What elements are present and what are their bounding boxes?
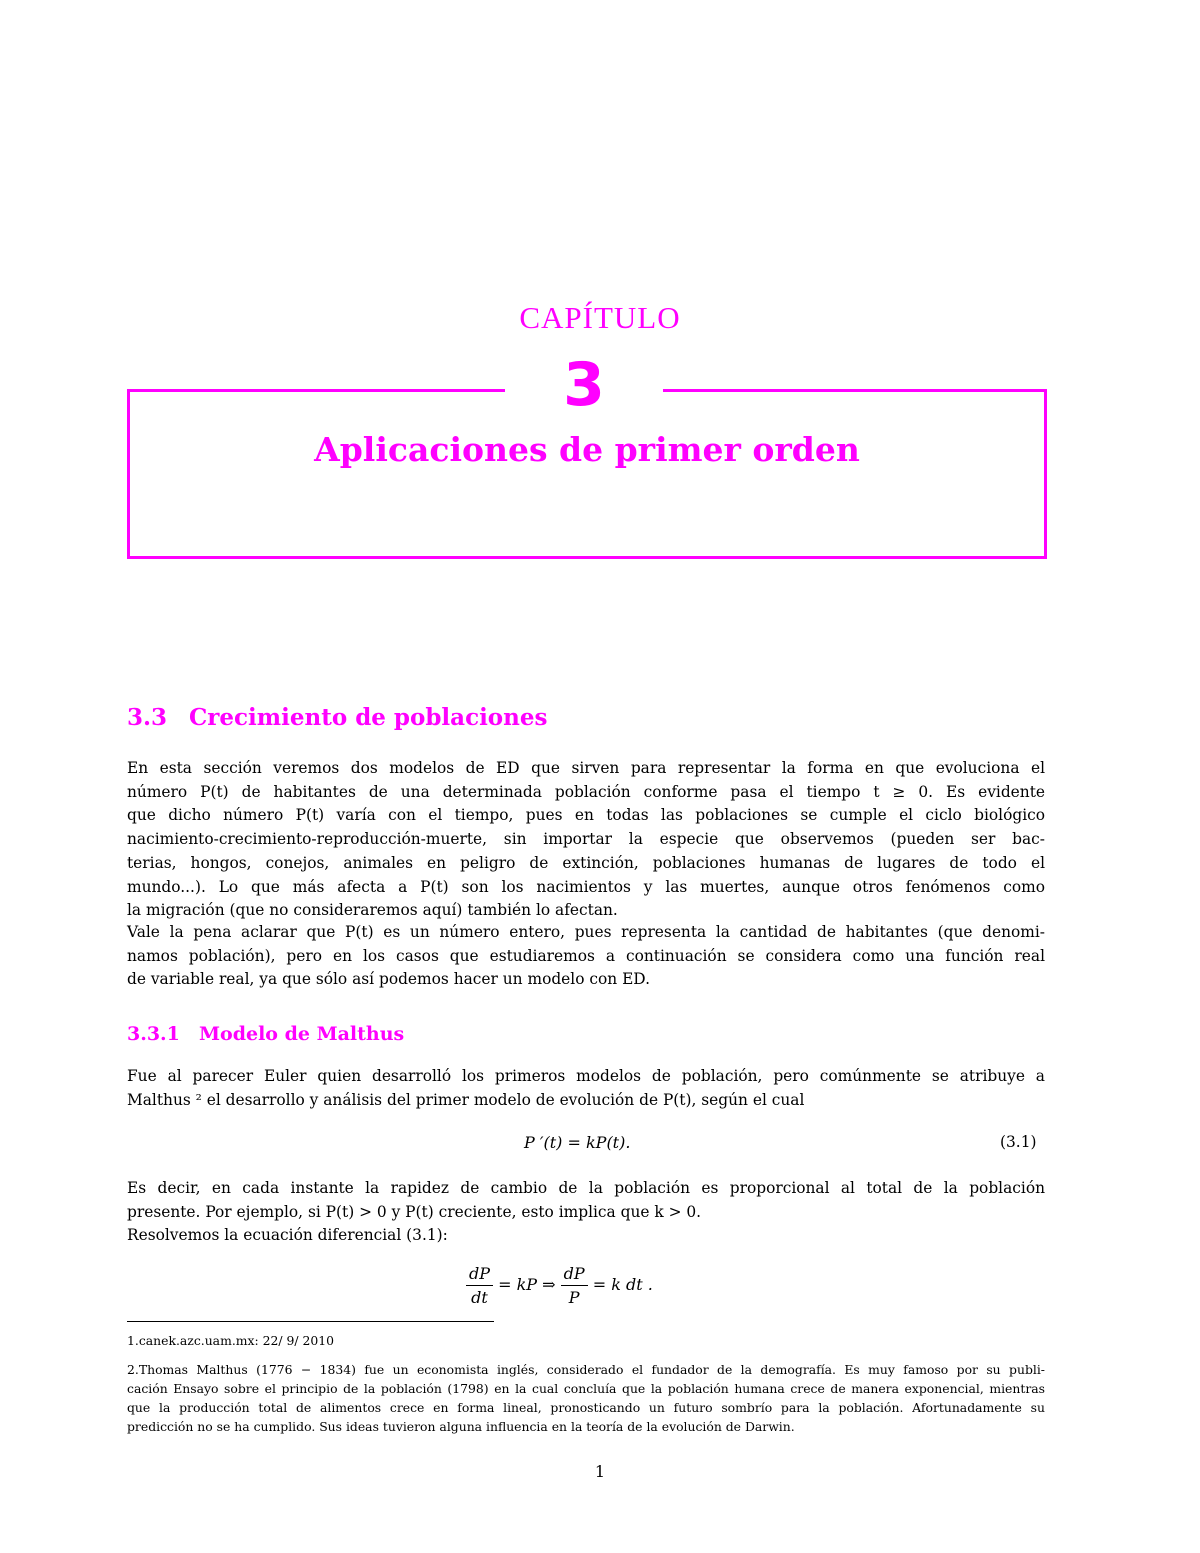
footnote-2 [127,1360,1045,1436]
numerator: dP [466,1264,493,1286]
section-number: 3.3 [127,704,168,731]
text-line: predicción no se ha cumplido. Sus ideas tuvieron alguna influencia en la teoría de la evolución de Darwin. [127,1419,795,1434]
denominator: dt [471,1288,488,1307]
subsection-heading [127,1023,404,1045]
footnote-1 [127,1331,1045,1350]
text-line: Es decir, en cada instante la rapidez de cambio de la población es proporcional al total de la población [127,1179,1045,1197]
text-line: namos población), pero en los casos que estudiaremos a continuación se considera como una función real [127,946,1045,965]
chapter-label: CAPÍTULO [519,300,681,335]
text-line: número P(t) de habitantes de una determinada población conforme pasa el tiempo t ≥ 0. Es evidente [127,782,1045,801]
subsection-paragraph-2 [127,1177,1045,1248]
text-line: Vale la pena aclarar que P(t) es un número entero, pues representa la cantidad de habitantes (que denomi- [127,923,1045,941]
subsection-paragraph-1 [127,1065,1045,1112]
text-line: En esta sección veremos dos modelos de ED que sirven para representar la forma en que evoluciona el [127,759,1045,777]
text-line: terias, hongos, conejos, animales en peligro de extinción, poblaciones humanas de lugares de todo el [127,853,1045,872]
footnote-rule [127,1321,494,1322]
section-heading [127,704,547,731]
subsection-number: 3.3.1 [127,1023,180,1045]
text-line: que la producción total de alimentos crece en forma lineal, pronosticando un futuro sombrío para la población. Afortunadamente su [127,1400,1045,1415]
numerator: dP [561,1264,588,1286]
text-line: la migración (que no consideraremos aquí) también lo afectan. [127,901,618,920]
text-line: mundo...). Lo que más afecta a P(t) son los nacimientos y las muertes, aunque otros fenómenos como [127,877,1045,896]
text-line: cación Ensayo sobre el principio de la población (1798) en la cual concluía que la población humana crece de manera exponencial, mientras [127,1381,1045,1396]
text-line: Fue al parecer Euler quien desarrolló los primeros modelos de población, pero comúnmente se atribuye a [127,1067,1045,1085]
text-line: que dicho número P(t) varía con el tiempo, pues en todas las poblaciones se cumple el ciclo biológico [127,806,1045,825]
text-line: de variable real, ya que sólo así podemos hacer un modelo con ED. [127,970,650,989]
section-paragraph-1 [127,757,1045,923]
equation-label: (3.1) [1000,1133,1037,1151]
subsection-title: Modelo de Malthus [199,1023,405,1045]
text-line: 1.canek.azc.uam.mx: 22/ 9/ 2010 [127,1333,335,1348]
equation-separation [466,1264,653,1307]
section-title: Crecimiento de poblaciones [189,704,548,731]
fraction [466,1264,493,1307]
text-line: Resolvemos la ecuación diferencial (3.1): [127,1226,448,1245]
chapter-number: 3 [563,350,605,420]
text-line: Malthus ² el desarrollo y análisis del primer modelo de evolución de P(t), según el cual [127,1090,805,1109]
equation-middle: = kP ⇒ [498,1275,556,1294]
fraction [561,1264,588,1307]
equation-end: = k dt . [592,1275,653,1294]
text-line: 2.Thomas Malthus (1776 − 1834) fue un economista inglés, considerado el fundador de la demografía. Es muy famoso por su publi- [127,1362,1045,1377]
equation-malthus: P ′(t) = kP(t). [524,1133,631,1152]
denominator: P [568,1288,580,1307]
text-line: nacimiento-crecimiento-reproducción-muerte, sin importar la especie que observemos (pueden ser bac- [127,830,1045,849]
chapter-title: Aplicaciones de primer orden [314,430,860,469]
text-line: presente. Por ejemplo, si P(t) > 0 y P(t) creciente, esto implica que k > 0. [127,1202,702,1221]
page-number: 1 [594,1462,606,1481]
section-paragraph-2 [127,921,1045,992]
